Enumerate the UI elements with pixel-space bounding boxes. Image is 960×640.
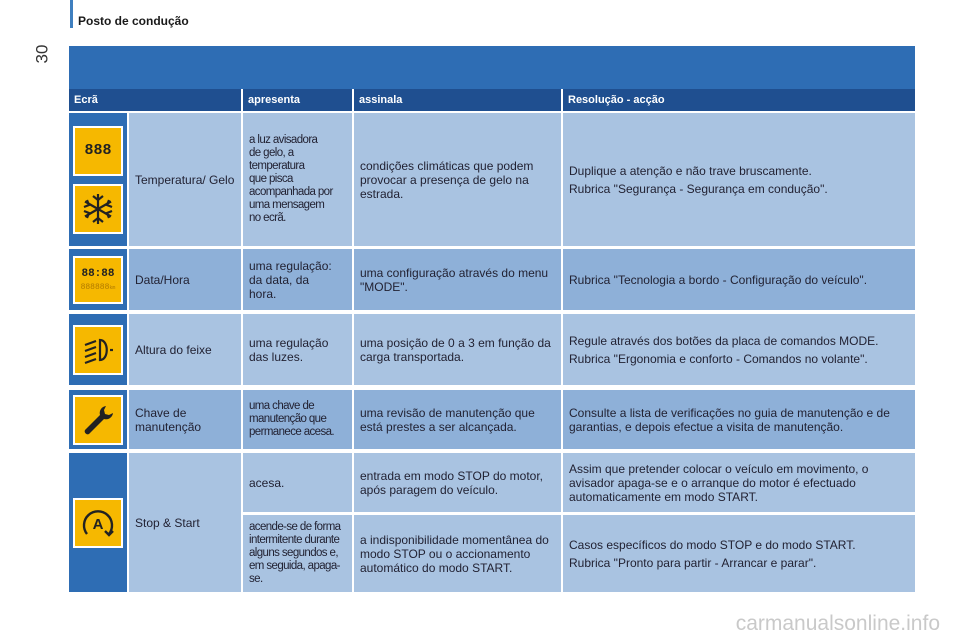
row-apresenta-cell: uma regulação: da data, da hora. xyxy=(243,249,352,310)
row-resolucao-cell: Regule através dos botões da placa de comandos MODE. Rubrica "Ergonomia e conforto - Comandos no volante". xyxy=(563,314,915,385)
col-header-apresenta: apresenta xyxy=(243,89,352,111)
row-icon-cell xyxy=(69,390,127,449)
temperature-display-icon: 888 xyxy=(73,126,123,176)
row-apresenta-cell: a luz avisadora de gelo, a temperatura que pisca acompanhada por uma mensagem no ecrã. xyxy=(243,113,352,246)
row-assinala-cell: condições climáticas que podem provocar a presença de gelo na estrada. xyxy=(354,113,561,246)
row-resolucao-cell: Rubrica "Tecnologia a bordo - Configuração do veículo". xyxy=(563,249,915,310)
page-number: 30 xyxy=(32,44,52,64)
row-apresenta-cell: uma regulação das luzes. xyxy=(243,314,352,385)
row-label-cell: Stop & Start xyxy=(129,453,241,592)
row-icon-cell xyxy=(69,453,127,592)
row-apresenta-cell: acesa. xyxy=(243,453,352,512)
row-apresenta-cell: uma chave de manutenção que permanece acesa. xyxy=(243,390,352,449)
row-label-cell: Chave de manutenção xyxy=(129,390,241,449)
row-assinala-cell: uma configuração através do menu "MODE". xyxy=(354,249,561,310)
row-icon-cell xyxy=(69,113,127,246)
row-resolucao-cell: Duplique a atenção e não trave bruscamente. Rubrica "Segurança - Segurança em condução". xyxy=(563,113,915,246)
stop-start-icon xyxy=(73,498,123,548)
row-assinala-cell: uma revisão de manutenção que está prestes a ser alcançada. xyxy=(354,390,561,449)
row-label-cell: Altura do feixe xyxy=(129,314,241,385)
row-assinala-cell: uma posição de 0 a 3 em função da carga transportada. xyxy=(354,314,561,385)
row-assinala-cell: a indisponibilidade momentânea do modo STOP ou o accionamento automático do modo START. xyxy=(354,515,561,592)
row-resolucao-cell: Assim que pretender colocar o veículo em movimento, o avisador apaga-se e o arranque do motor é efectuado automaticamente em modo START. xyxy=(563,453,915,512)
section-title: Posto de condução xyxy=(78,14,189,28)
row-apresenta-cell: acende-se de forma intermitente durante alguns segundos e, em seguida, apaga-se. xyxy=(243,515,352,592)
date-time-display-icon: 88:88 888888km xyxy=(73,256,123,304)
snowflake-icon xyxy=(73,184,123,234)
col-header-assinala: assinala xyxy=(354,89,561,111)
wrench-icon xyxy=(73,395,123,445)
table-title-band xyxy=(69,46,915,89)
svg-text:A: A xyxy=(92,515,104,533)
row-icon-cell xyxy=(69,314,127,385)
headlamp-beam-icon xyxy=(73,325,123,375)
row-icon-cell xyxy=(69,249,127,310)
row-label-cell: Data/Hora xyxy=(129,249,241,310)
watermark: carmanualsonline.info xyxy=(735,612,940,635)
row-label-cell: Temperatura/ Gelo xyxy=(129,113,241,246)
side-accent-bar xyxy=(70,0,73,28)
row-resolucao-cell: Casos específicos do modo STOP e do modo START. Rubrica "Pronto para partir - Arrancar e parar". xyxy=(563,515,915,592)
row-resolucao-cell: Consulte a lista de verificações no guia de manutenção e de garantias, e depois efectue a visita de manutenção. xyxy=(563,390,915,449)
row-assinala-cell: entrada em modo STOP do motor, após paragem do veículo. xyxy=(354,453,561,512)
col-header-resolucao: Resolução - acção xyxy=(563,89,915,111)
col-header-ecra: Ecrã xyxy=(69,89,241,111)
